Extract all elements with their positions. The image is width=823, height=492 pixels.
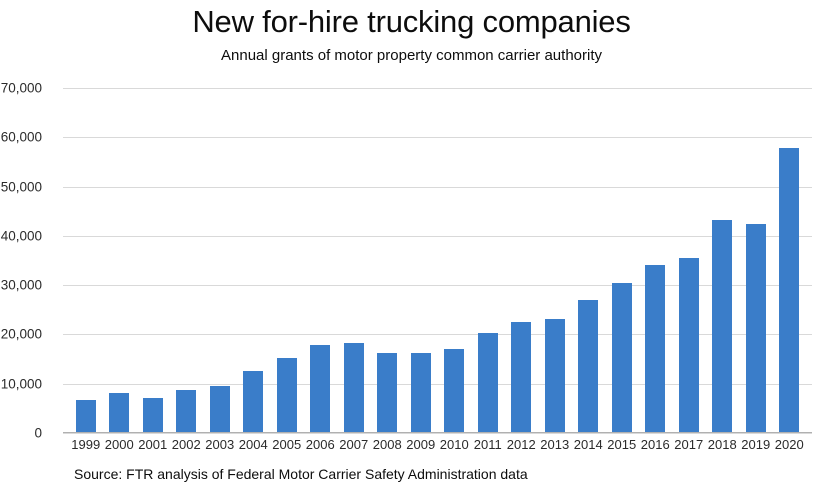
x-axis-tick-label: 2013 bbox=[540, 437, 570, 452]
bar-slot bbox=[639, 88, 673, 433]
bar bbox=[746, 224, 766, 433]
bar-slot bbox=[304, 88, 338, 433]
bar-slot bbox=[170, 88, 204, 433]
bar-slot bbox=[438, 88, 472, 433]
x-axis-tick-label: 2004 bbox=[238, 437, 268, 452]
bar bbox=[779, 148, 799, 433]
bar-slot bbox=[706, 88, 740, 433]
bar-slot bbox=[337, 88, 371, 433]
bar-series bbox=[63, 88, 812, 433]
x-axis-tick-label: 2005 bbox=[272, 437, 302, 452]
gridline bbox=[63, 433, 812, 434]
x-axis-tick-label: 2018 bbox=[707, 437, 737, 452]
bar-slot bbox=[237, 88, 271, 433]
y-axis-tick-label: 10,000 bbox=[0, 376, 42, 392]
bar bbox=[612, 283, 632, 433]
bar bbox=[679, 258, 699, 433]
chart-subtitle: Annual grants of motor property common carrier authority bbox=[221, 47, 602, 64]
bar-slot bbox=[773, 88, 807, 433]
bar-slot bbox=[672, 88, 706, 433]
bar bbox=[143, 398, 163, 433]
y-axis-tick-label: 0 bbox=[34, 425, 42, 441]
y-axis-tick-label: 30,000 bbox=[0, 277, 42, 293]
bar bbox=[210, 386, 230, 433]
x-axis-tick-label: 2012 bbox=[506, 437, 536, 452]
x-axis-tick-label: 2017 bbox=[674, 437, 704, 452]
bar bbox=[176, 390, 196, 433]
chart-title: New for-hire trucking companies bbox=[192, 4, 631, 39]
x-axis-tick-label: 2001 bbox=[138, 437, 168, 452]
bar-slot bbox=[203, 88, 237, 433]
bar-slot bbox=[404, 88, 438, 433]
bar-slot bbox=[371, 88, 405, 433]
x-axis-tick-label: 2020 bbox=[774, 437, 804, 452]
bar-slot bbox=[136, 88, 170, 433]
bar-slot bbox=[270, 88, 304, 433]
bar-slot bbox=[505, 88, 539, 433]
x-axis-tick-label: 2000 bbox=[104, 437, 134, 452]
bar bbox=[578, 300, 598, 433]
x-axis-tick-label: 2011 bbox=[473, 437, 502, 452]
bar-slot bbox=[538, 88, 572, 433]
x-axis-tick-label: 2019 bbox=[741, 437, 771, 452]
bar-slot bbox=[471, 88, 505, 433]
bar-slot bbox=[605, 88, 639, 433]
bar bbox=[76, 400, 96, 433]
bar-slot bbox=[69, 88, 103, 433]
y-axis-tick-label: 50,000 bbox=[0, 179, 42, 195]
x-axis-tick-label: 2003 bbox=[205, 437, 235, 452]
bar-slot bbox=[572, 88, 606, 433]
y-axis-tick-label: 70,000 bbox=[0, 80, 42, 96]
bar bbox=[411, 353, 431, 433]
bar bbox=[444, 349, 464, 433]
bar bbox=[511, 322, 531, 433]
bar bbox=[377, 353, 397, 433]
bar bbox=[277, 358, 297, 433]
x-axis-line bbox=[63, 432, 812, 433]
x-axis-tick-label: 2009 bbox=[406, 437, 436, 452]
x-axis-tick-label: 2007 bbox=[339, 437, 369, 452]
x-axis-tick-label: 2002 bbox=[171, 437, 201, 452]
x-axis-tick-label: 2006 bbox=[305, 437, 335, 452]
bar-slot bbox=[103, 88, 137, 433]
bar bbox=[109, 393, 129, 433]
plot-area bbox=[0, 80, 812, 441]
x-axis-tick-label: 2008 bbox=[372, 437, 402, 452]
bar bbox=[344, 343, 364, 433]
bar bbox=[243, 371, 263, 433]
x-axis-tick-label: 2010 bbox=[439, 437, 469, 452]
x-axis-labels bbox=[63, 437, 812, 452]
bar bbox=[545, 319, 565, 433]
x-axis-tick-label: 2016 bbox=[640, 437, 670, 452]
bar bbox=[645, 265, 665, 433]
y-axis-tick-label: 60,000 bbox=[0, 129, 42, 145]
bar bbox=[712, 220, 732, 433]
y-axis-tick-label: 20,000 bbox=[0, 326, 42, 342]
bar-slot bbox=[739, 88, 773, 433]
x-axis-tick-label: 2014 bbox=[573, 437, 603, 452]
bar bbox=[310, 345, 330, 433]
x-axis-tick-label: 1999 bbox=[71, 437, 101, 452]
x-axis-tick-label: 2015 bbox=[607, 437, 637, 452]
bar bbox=[478, 333, 498, 433]
y-axis-tick-label: 40,000 bbox=[0, 228, 42, 244]
source-note: Source: FTR analysis of Federal Motor Carrier Safety Administration data bbox=[74, 466, 528, 482]
